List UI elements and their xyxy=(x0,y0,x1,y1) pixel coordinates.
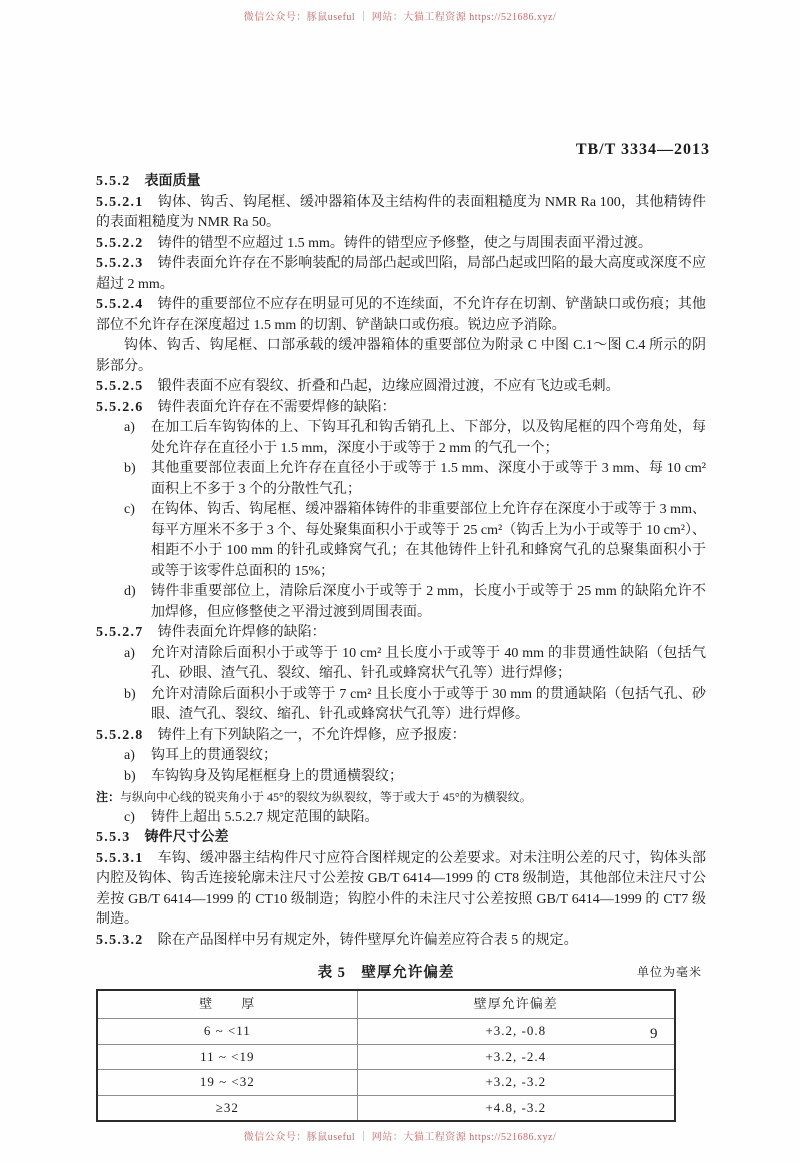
heading-title: 铸件尺寸公差 xyxy=(144,830,229,845)
standard-number: TB/T 3334—2013 xyxy=(575,141,710,158)
list-marker: a) xyxy=(124,748,135,763)
clause-5-5-2-2 xyxy=(96,234,706,255)
heading-5-5-3 xyxy=(96,828,706,849)
clause-text: 铸件的错型不应超过 1.5 mm。铸件的错型应予修整，使之与周围表面平滑过渡。 xyxy=(157,235,652,251)
clause-5-5-2-4 xyxy=(96,295,706,336)
table-row xyxy=(97,1095,675,1121)
page-number: 9 xyxy=(650,1026,658,1042)
clause-text: 锻件表面不应有裂纹、折叠和凸起，边缘应圆滑过渡，不应有飞边或毛刺。 xyxy=(157,379,620,394)
clause-5-5-2-5 xyxy=(96,377,706,398)
list-marker: d) xyxy=(124,584,136,599)
table-row xyxy=(97,1044,675,1070)
list-marker: b) xyxy=(124,768,136,784)
list-marker: b) xyxy=(124,461,136,476)
note-crack-definition xyxy=(96,787,706,808)
list-item-c xyxy=(96,808,706,829)
clause-text: 铸件的重要部位不应存在明显可见的不连续面，不允许存在切割、铲凿缺口或伤痕；其他部位不允许存在深度超过 1.5 mm 的切割、铲凿缺口或伤痕。锐边应予消除。 xyxy=(96,297,706,333)
list-marker: a) xyxy=(124,420,135,435)
clause-number: 5.5.2.7 xyxy=(96,625,144,640)
document-body xyxy=(96,172,706,1122)
deviation-cell: +4.8, -3.2 xyxy=(357,1095,675,1121)
clause-number: 5.5.2 xyxy=(96,174,131,189)
list-item-a xyxy=(96,418,706,459)
wall-thickness-deviation-table xyxy=(96,989,676,1122)
clause-text: 钩体、钩舌、钩尾框、缓冲器箱体及主结构件的表面粗糙度为 NMR Ra 100，其他精铸件的表面粗糙度为 NMR Ra 50。 xyxy=(96,194,706,230)
list-marker: b) xyxy=(124,686,136,702)
deviation-cell: +3.2, -2.4 xyxy=(357,1044,675,1070)
deviation-cell: +3.2, -0.8 xyxy=(357,1019,675,1045)
clause-number: 5.5.2.6 xyxy=(96,399,144,415)
clause-number: 5.5.3.2 xyxy=(96,932,144,948)
clause-text: 铸件表面允许焊修的缺陷： xyxy=(157,625,326,640)
list-item-text: 钩耳上的贯通裂纹； xyxy=(151,748,277,763)
list-item-d xyxy=(96,582,706,623)
thickness-cell: 19 ~ <32 xyxy=(97,1070,357,1096)
clause-text: 铸件上有下列缺陷之一，不允许焊修，应予报废： xyxy=(157,727,466,743)
thickness-cell: 6 ~ <11 xyxy=(97,1019,357,1045)
heading-title: 表面质量 xyxy=(144,174,201,189)
clause-text: 除在产品图样中另有规定外，铸件壁厚允许偏差应符合表 5 的规定。 xyxy=(157,932,578,948)
clause-number: 5.5.2.4 xyxy=(96,297,144,312)
list-item-text: 车钩钩身及钩尾框框身上的贯通横裂纹； xyxy=(151,768,403,784)
list-marker: c) xyxy=(124,809,135,825)
list-item-b xyxy=(96,685,706,726)
clause-5-5-3-2 xyxy=(96,931,706,952)
list-item-text: 在加工后车钩钩体的上、下钩耳孔和钩舌销孔上、下部分，以及钩尾框的四个弯角处，每处允许存在直径小于 1.5 mm，深度小于或等于 2 mm 的气孔一个； xyxy=(151,420,706,456)
thickness-cell: 11 ~ <19 xyxy=(97,1044,357,1070)
list-item-text: 其他重要部位表面上允许存在直径小于或等于 1.5 mm、深度小于或等于 3 mm、每 10 cm² 面积上不多于 3 个的分散性气孔； xyxy=(151,461,706,497)
list-item-text: 允许对清除后面积小于或等于 7 cm² 且长度小于或等于 30 mm 的贯通缺陷（包括气孔、砂眼、渣气孔、裂纹、缩孔、针孔或蜂窝状气孔等）进行焊修。 xyxy=(151,686,706,722)
list-item-c xyxy=(96,500,706,582)
list-item-text: 允许对清除后面积小于或等于 10 cm² 且长度小于或等于 40 mm 的非贯通性缺陷（包括气孔、砂眼、渣气孔、裂纹、缩孔、针孔或蜂窝状气孔等）进行焊修； xyxy=(151,645,706,681)
col-header-thickness: 壁 厚 xyxy=(97,990,357,1019)
table-unit-note: 单位为毫米 xyxy=(636,965,702,979)
note-label: 注： xyxy=(96,790,121,804)
clause-number: 5.5.2.8 xyxy=(96,727,144,743)
clause-5-5-2-6 xyxy=(96,398,706,419)
clause-number: 5.5.2.3 xyxy=(96,256,144,271)
watermark-top: 微信公众号：豚鼠useful ｜ 网站：大猫工程资源 https://521686.xyz/ xyxy=(243,12,557,23)
list-item-text: 在钩体、钩舌、钩尾框、缓冲器箱体铸件的非重要部位上允许存在深度小于或等于 3 mm、每平方厘米不多于 3 个、每处聚集面积小于或等于 25 cm²（钩舌上为小于或等于 10 cm²）、相距不小于 100 mm 的针孔或蜂窝气孔；在其他铸件上针孔和蜂窝气孔的总聚集面积小于或等于该零件总面积的 15%； xyxy=(151,502,706,579)
list-item-b xyxy=(96,767,706,788)
note-text: 与纵向中心线的锐夹角小于 45°的裂纹为纵裂纹，等于或大于 45°的为横裂纹。 xyxy=(120,790,532,804)
list-item-a xyxy=(96,746,706,767)
clause-text: 车钩、缓冲器主结构件尺寸应符合图样规定的公差要求。对未注明公差的尺寸，钩体头部内腔及钩体、钩舌连接轮廓未注尺寸公差按 GB/T 6414—1999 的 CT8 级制造，其他部位未注尺寸公差按 GB/T 6414—1999 的 CT10 级制造；钩腔小件的未注尺寸公差按照 GB/T 6414—1999 的 CT7 级制造。 xyxy=(96,850,706,927)
watermark-bottom: 微信公众号：豚鼠useful ｜ 网站：大猫工程资源 https://521686.xyz/ xyxy=(243,1132,557,1143)
clause-number: 5.5.3.1 xyxy=(96,850,144,866)
clause-number: 5.5.2.2 xyxy=(96,235,144,251)
clause-number: 5.5.3 xyxy=(96,830,131,845)
clause-text: 铸件表面允许存在不影响装配的局部凸起或凹陷，局部凸起或凹陷的最大高度或深度不应超过 2 mm。 xyxy=(96,256,706,292)
list-item-text: 铸件上超出 5.5.2.7 规定范围的缺陷。 xyxy=(151,809,379,825)
table-row xyxy=(97,1019,675,1045)
list-item-text: 铸件非重要部位上，清除后深度小于或等于 2 mm，长度小于或等于 25 mm 的缺陷允许不加焊修，但应修整使之平滑过渡到周围表面。 xyxy=(151,584,706,620)
clause-5-5-2-1 xyxy=(96,193,706,234)
clause-number: 5.5.2.1 xyxy=(96,194,144,210)
heading-5-5-2 xyxy=(96,172,706,193)
table-row xyxy=(97,1070,675,1096)
clause-number: 5.5.2.5 xyxy=(96,379,144,394)
list-marker: c) xyxy=(124,502,135,517)
clause-5-5-2-7 xyxy=(96,623,706,644)
table-caption: 表 5 壁厚允许偏差 xyxy=(317,965,455,981)
table-caption-row xyxy=(96,961,702,985)
clause-5-5-2-3 xyxy=(96,254,706,295)
thickness-cell: ≥32 xyxy=(97,1095,357,1121)
deviation-cell: +3.2, -3.2 xyxy=(357,1070,675,1096)
list-item-a xyxy=(96,644,706,685)
list-item-b xyxy=(96,459,706,500)
clause-5-5-3-1 xyxy=(96,849,706,931)
paragraph-important-zones: 钩体、钩舌、钩尾框、口部承载的缓冲器箱体的重要部位为附录 C 中图 C.1～图 C.4 所示的阴影部分。 xyxy=(96,338,706,374)
clause-5-5-2-8 xyxy=(96,726,706,747)
list-marker: a) xyxy=(124,645,135,661)
table-header-row xyxy=(97,990,675,1019)
col-header-deviation: 壁厚允许偏差 xyxy=(357,990,675,1019)
table-5-section xyxy=(96,961,702,1122)
clause-text: 铸件表面允许存在不需要焊修的缺陷： xyxy=(157,399,396,415)
